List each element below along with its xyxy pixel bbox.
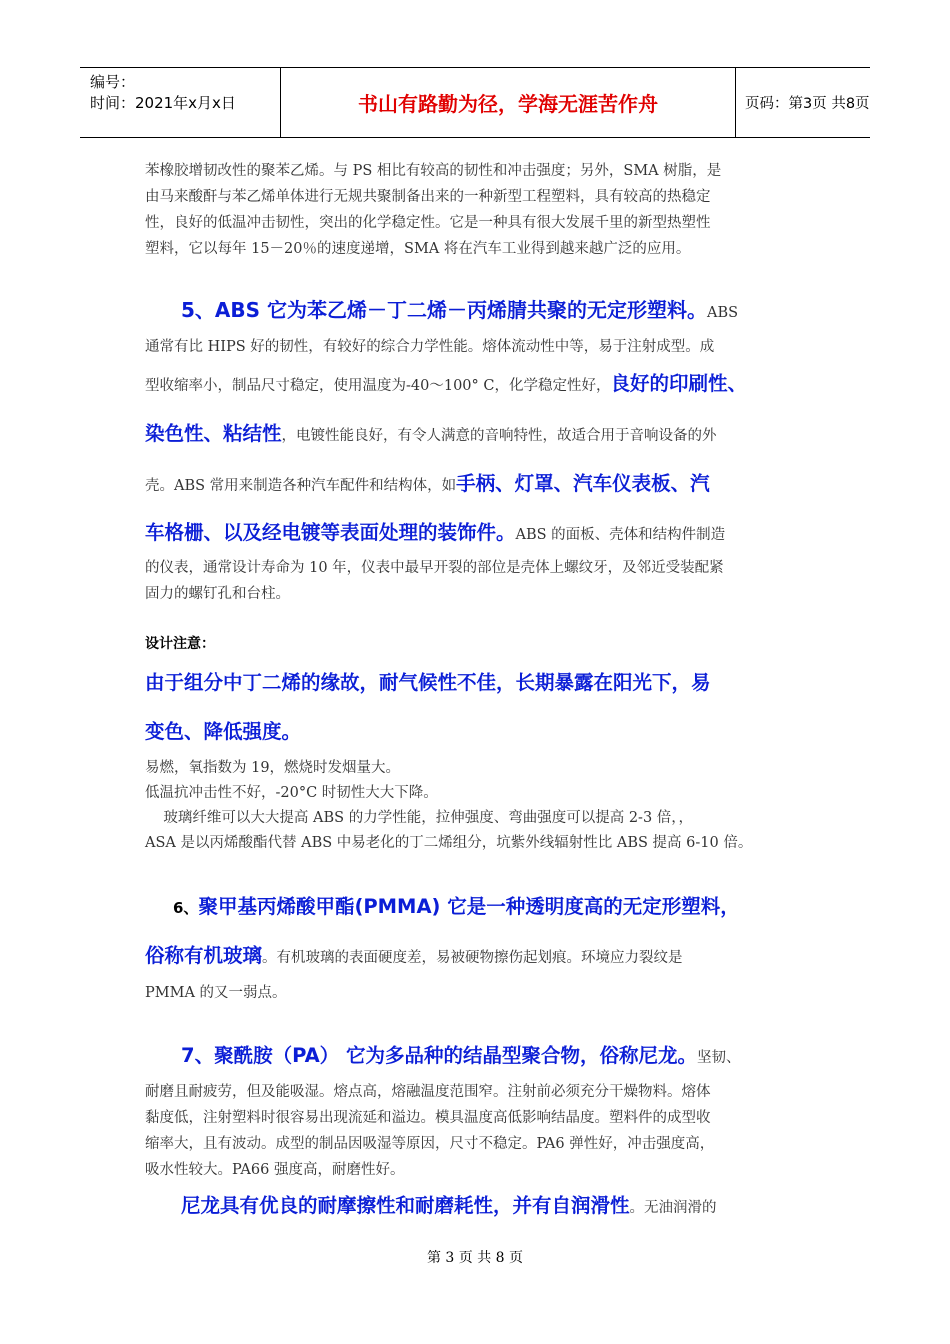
abs-text: ABS [707, 305, 739, 321]
pa-line: 缩率大，且有波动。成型的制品因吸湿等原因，尺寸不稳定。PA6 弹性好，冲击强度高， [145, 1136, 715, 1152]
abs-line: 通常有比 HIPS 好的韧性，有较好的综合力学性能。熔体流动性中等，易于注射成型。成 [145, 339, 715, 355]
pa-highlight-line [145, 1190, 817, 1224]
pa-heading: 7、聚酰胺（PA） 它为多品种的结晶型聚合物，俗称尼龙。 [181, 1044, 697, 1067]
abs-highlight: 良好的印刷性、 [610, 372, 747, 395]
pmma-line: PMMA 的又一弱点。 [145, 985, 287, 1001]
pa-text: 坚韧、 [696, 1050, 741, 1066]
abs-highlight: 车格栅、以及经电镀等表面处理的装饰件。 [145, 521, 516, 544]
doc-number: 编号： [90, 73, 136, 91]
header-motto: 书山有路勤为径，学海无涯苦作舟 [281, 68, 736, 137]
abs-text: ABS 的面板、壳体和结构件制造 [515, 527, 726, 543]
abs-highlight: 手柄、灯罩、汽车仪表板、汽 [456, 472, 710, 495]
design-warning-line [145, 666, 817, 702]
intro-line: 苯橡胶增韧改性的聚苯乙烯。与 PS 相比有较高的韧性和冲击强度；另外，SMA 树脂，是 [145, 163, 722, 179]
pa-heading-line [145, 1040, 817, 1074]
page-header [80, 67, 870, 138]
page-footer: 第 3 页 共 8 页 [426, 1250, 524, 1266]
pa-line: 耐磨且耐疲劳，但及能吸湿。熔点高，熔融温度范围窄。注射前必须充分干燥物料。熔体 [145, 1084, 711, 1100]
pmma-line [145, 940, 817, 974]
header-page-number: 页码：第3页 共8页 [745, 96, 870, 112]
pmma-text: 。有机玻璃的表面硬度差，易被硬物擦伤起划痕。环境应力裂纹是 [262, 950, 683, 966]
design-note: 低温抗冲击性不好，-20°C 时韧性大大下降。 [145, 785, 438, 801]
design-note: 玻璃纤维可以大大提高 ABS 的力学性能，拉伸强度、弯曲强度可以提高 2-3 倍，， [145, 810, 694, 826]
design-label: 设计注意： [145, 636, 215, 652]
intro-line: 塑料，它以每年 15－20％的速度递增，SMA 将在汽车工业得到越来越广泛的应用。 [145, 241, 691, 257]
abs-heading-line [145, 294, 817, 329]
abs-line [145, 418, 817, 452]
abs-text: ，电镀性能良好，有令人满意的音响特性，故适合用于音响设备的外 [281, 428, 717, 444]
abs-heading: 5、ABS 它为苯乙烯－丁二烯－丙烯腈共聚的无定形塑料。 [181, 298, 708, 322]
pa-text: 。无油润滑的 [629, 1200, 717, 1216]
design-warning-line [145, 715, 817, 751]
pa-line: 吸水性较大。PA66 强度高，耐磨性好。 [145, 1162, 405, 1178]
header-meta [80, 68, 281, 137]
abs-line: 固力的螺钉孔和台柱。 [145, 586, 290, 602]
abs-text: 型收缩率小，制品尺寸稳定，使用温度为-40～100° C，化学稳定性好， [145, 378, 611, 394]
intro-line: 由马来酸酐与苯乙烯单体进行无规共聚制备出来的一种新型工程塑料，具有较高的热稳定 [145, 189, 711, 205]
abs-line [145, 517, 817, 551]
abs-line: 的仪表，通常设计寿命为 10 年，仪表中最早开裂的部位是壳体上螺纹牙，及邻近受装配紧 [145, 560, 724, 576]
abs-text: 壳。ABS 常用来制造各种汽车配件和结构体，如 [145, 478, 457, 494]
abs-line [145, 468, 817, 502]
pmma-heading-line [145, 891, 817, 925]
pmma-highlight: 俗称有机玻璃 [145, 944, 263, 967]
design-warning: 变色、降低强度。 [145, 720, 302, 743]
pmma-number: 6、 [173, 899, 199, 917]
design-notes [145, 756, 817, 856]
pa-highlight: 尼龙具有优良的耐摩擦性和耐磨耗性，并有自润滑性 [181, 1194, 630, 1217]
design-label-line [145, 631, 810, 657]
intro-paragraph [145, 158, 810, 262]
abs-highlight: 染色性、粘结性 [145, 422, 282, 445]
pa-paragraph [145, 1079, 817, 1183]
pa-line: 黏度低，注射塑料时很容易出现流延和溢边。模具温度高低影响结晶度。塑料件的成型收 [145, 1110, 711, 1126]
doc-date: 时间：2021年x月x日 [90, 94, 236, 112]
intro-line: 性，良好的低温冲击韧性，突出的化学稳定性。它是一种具有很大发展千里的新型热塑性 [145, 215, 711, 231]
design-note: ASA 是以丙烯酸酯代替 ABS 中易老化的丁二烯组分，坑紫外线辐射性比 ABS 提高 6-10 倍。 [145, 835, 753, 851]
abs-line [145, 368, 817, 402]
design-note: 易燃，氧指数为 19，燃烧时发烟量大。 [145, 760, 401, 776]
pmma-heading: 聚甲基丙烯酸甲酯(PMMA) 它是一种透明度高的无定形塑料， [198, 895, 740, 918]
design-warning: 由于组分中丁二烯的缘故，耐气候性不佳，长期暴露在阳光下，易 [145, 671, 711, 694]
